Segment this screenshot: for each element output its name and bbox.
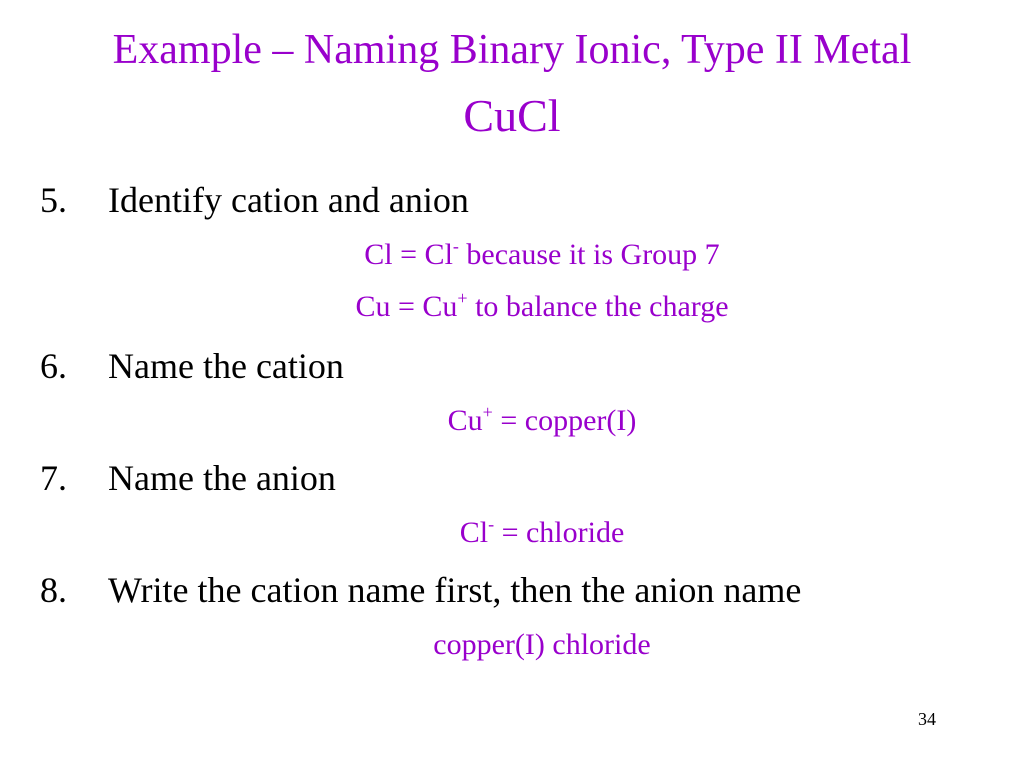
charge-superscript: - xyxy=(488,514,495,534)
step-5-note-2 xyxy=(80,288,1004,326)
charge-superscript: + xyxy=(482,402,493,422)
step-number: 7. xyxy=(40,458,67,498)
step-7-note-1 xyxy=(80,514,1004,552)
note-text: copper(I) chloride xyxy=(433,628,651,661)
step-text: Name the cation xyxy=(108,346,344,386)
step-number: 6. xyxy=(40,346,67,386)
note-text: Cl = Cl xyxy=(364,238,453,271)
formula-heading: CuCl xyxy=(463,90,561,141)
step-5-note-1 xyxy=(80,236,1004,274)
step-5 xyxy=(40,178,469,222)
note-text: Cu = Cu xyxy=(355,290,458,323)
step-number: 8. xyxy=(40,570,67,610)
step-6-note-1 xyxy=(80,402,1004,440)
step-number: 5. xyxy=(40,180,67,220)
page-number: 34 xyxy=(918,709,936,729)
charge-superscript: - xyxy=(452,236,459,256)
step-7 xyxy=(40,456,336,500)
step-text: Write the cation name first, then the anion name xyxy=(108,570,802,610)
note-text: Cl xyxy=(459,516,489,549)
note-text: = copper(I) xyxy=(492,404,637,437)
step-8-note-1 xyxy=(80,626,1004,664)
note-text: to balance the charge xyxy=(467,290,729,323)
slide-title: Example – Naming Binary Ionic, Type II Metal xyxy=(112,27,912,73)
step-text: Identify cation and anion xyxy=(108,180,469,220)
step-6 xyxy=(40,344,344,388)
charge-superscript: + xyxy=(457,288,468,308)
note-text: because it is Group 7 xyxy=(458,238,720,271)
step-8 xyxy=(40,568,801,612)
note-text: = chloride xyxy=(494,516,625,549)
step-text: Name the anion xyxy=(108,458,336,498)
note-text: Cu xyxy=(447,404,483,437)
